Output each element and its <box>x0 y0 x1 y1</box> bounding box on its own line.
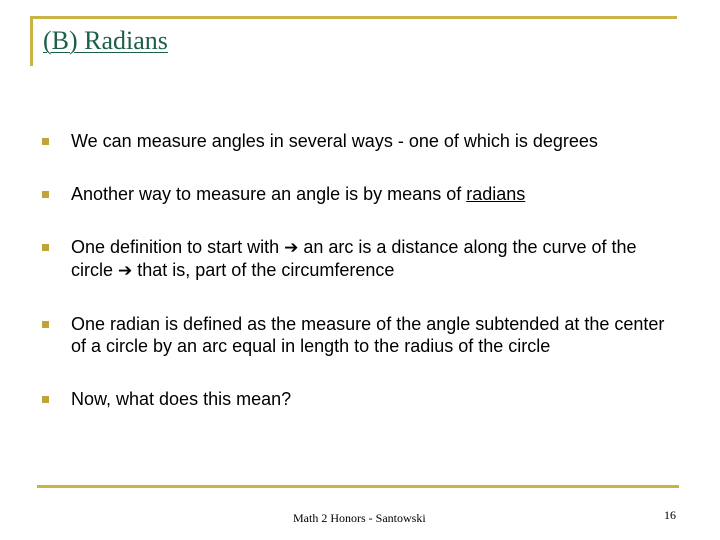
title-frame-left-rule <box>30 16 33 66</box>
bullet-list <box>42 130 682 410</box>
bullet-text: Another way to measure an angle is by means of <box>71 184 467 204</box>
bullet-item-radians <box>42 183 682 205</box>
square-bullet-icon <box>42 191 49 198</box>
right-arrow-icon: ➔ <box>118 261 133 281</box>
bullet-text: One definition to start with <box>71 237 285 257</box>
bullet-text: One radian is defined as the measure of the angle subtended at the center of a circle by an arc equal in length to the radius of the circle <box>71 314 665 356</box>
bullet-text: We can measure angles in several ways - one of which is degrees <box>71 131 598 151</box>
bullet-item-question <box>42 388 682 410</box>
title-frame-top-rule <box>30 16 677 19</box>
right-arrow-icon: ➔ <box>284 238 299 258</box>
bullet-text: that is, part of the circumference <box>132 260 395 280</box>
bullet-text: Now, what does this mean? <box>71 389 292 409</box>
footer-text: Math 2 Honors - Santowski <box>293 511 426 525</box>
square-bullet-icon <box>42 244 49 251</box>
bullet-text: an arc is a distance along the curve of the circle <box>71 237 637 280</box>
bullet-item-degrees <box>42 130 682 152</box>
bullet-item-one-radian <box>42 313 682 357</box>
radians-link[interactable]: radians <box>466 184 526 204</box>
square-bullet-icon <box>42 321 49 328</box>
bullet-item-definition <box>42 236 682 282</box>
square-bullet-icon <box>42 396 49 403</box>
slide-title: (B) Radians <box>43 26 168 55</box>
square-bullet-icon <box>42 138 49 145</box>
page-number: 16 <box>664 508 676 522</box>
footer-rule <box>37 485 679 488</box>
